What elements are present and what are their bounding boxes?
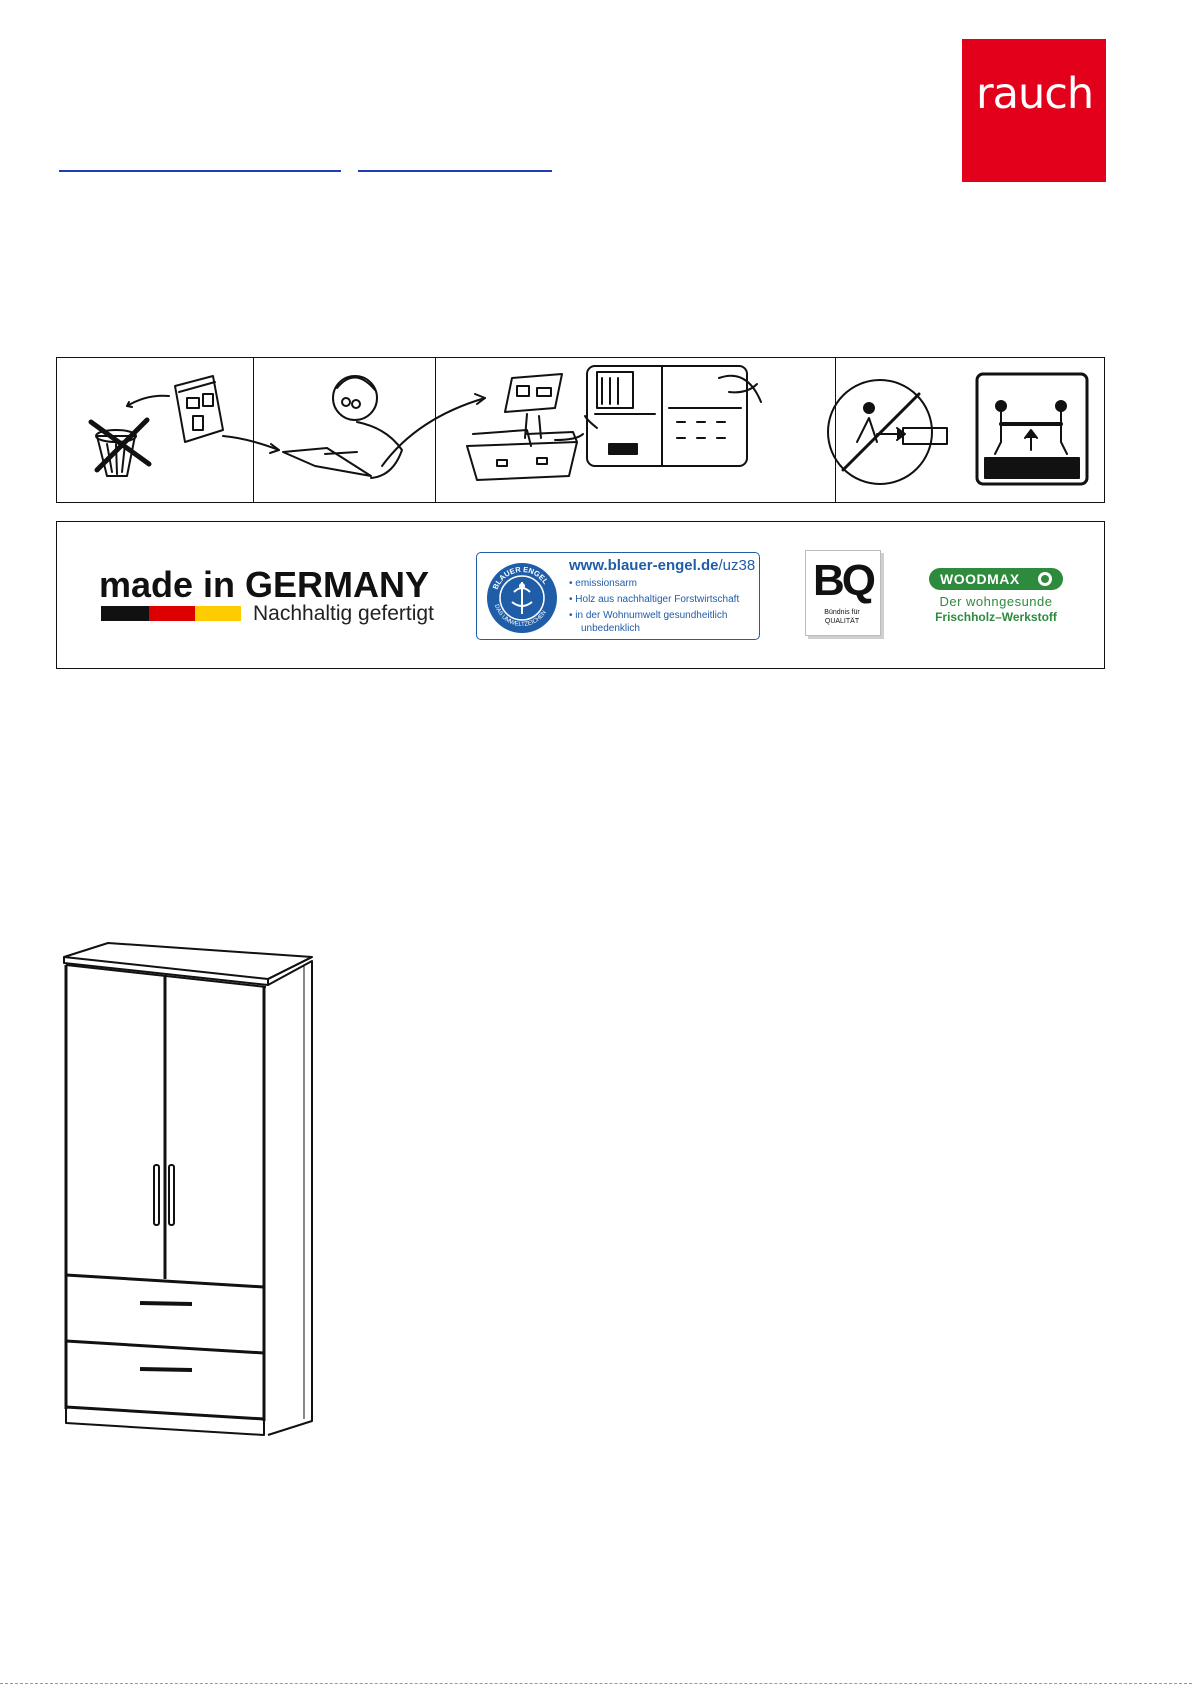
bq-subtitle: Bündnis für QUALITÄT	[824, 609, 860, 625]
woodmax-line2: Frischholz–Werkstoff	[935, 610, 1057, 624]
door-handle	[154, 1165, 159, 1225]
woodmax-dot-icon	[1038, 572, 1052, 586]
page-edge	[0, 1683, 1192, 1684]
drawer-handle	[140, 1369, 192, 1370]
hyperlink-underline[interactable]	[59, 170, 341, 172]
wardrobe-drawing	[56, 935, 316, 1440]
flag-stripe-gold	[195, 606, 241, 621]
door-handle	[169, 1165, 174, 1225]
flag-stripe-black	[101, 606, 149, 621]
blauer-engel-seal-icon	[486, 562, 558, 634]
instructions-band	[56, 357, 1105, 503]
made-in-germany-subtitle: Nachhaltig gefertigt	[253, 602, 434, 625]
bullet-item: • Holz aus nachhaltiger Forstwirtschaft	[569, 594, 740, 605]
hyperlink-underline[interactable]	[358, 170, 552, 172]
drawer-bottom-edge	[66, 1407, 264, 1419]
bullet-item: • emissionsarm	[569, 578, 637, 589]
no-drag-icon	[828, 380, 947, 484]
bq-quality-badge	[805, 550, 883, 638]
blauer-engel-url: www.blauer-engel.de/uz38	[569, 557, 756, 574]
bullet-item: • in der Wohnumwelt gesundheitlich	[569, 610, 728, 621]
wardrobe-top	[64, 943, 312, 979]
drawer-divider	[66, 1341, 264, 1353]
woodmax-line1: Der wohngesunde	[939, 594, 1053, 609]
logo-text: rauch	[976, 69, 1094, 119]
drawer-handle	[140, 1303, 192, 1304]
wardrobe-side	[268, 961, 312, 1435]
certificates-band	[56, 521, 1105, 669]
woodmax-logo	[929, 568, 1069, 628]
booklet-icon	[505, 374, 562, 412]
bq-letters: BQ	[813, 556, 873, 605]
cabinet-icon	[587, 366, 761, 466]
lift-furniture-icon	[977, 374, 1087, 484]
blauer-engel-badge	[476, 552, 760, 640]
woodmax-name: WOODMAX	[940, 571, 1020, 587]
rauch-logo	[962, 39, 1106, 182]
booklet-icon	[127, 376, 223, 442]
seal-bottom-text: DAS UMWELTZEICHEN	[492, 603, 548, 629]
instruction-pictograms	[57, 358, 1106, 504]
made-in-germany-title: made in GERMANY	[99, 564, 430, 605]
bullet-item: unbedenklich	[581, 623, 640, 634]
seal-top-text: BLAUER ENGEL	[490, 564, 551, 591]
flag-stripe-red	[149, 606, 195, 621]
folder-icon	[467, 414, 577, 480]
